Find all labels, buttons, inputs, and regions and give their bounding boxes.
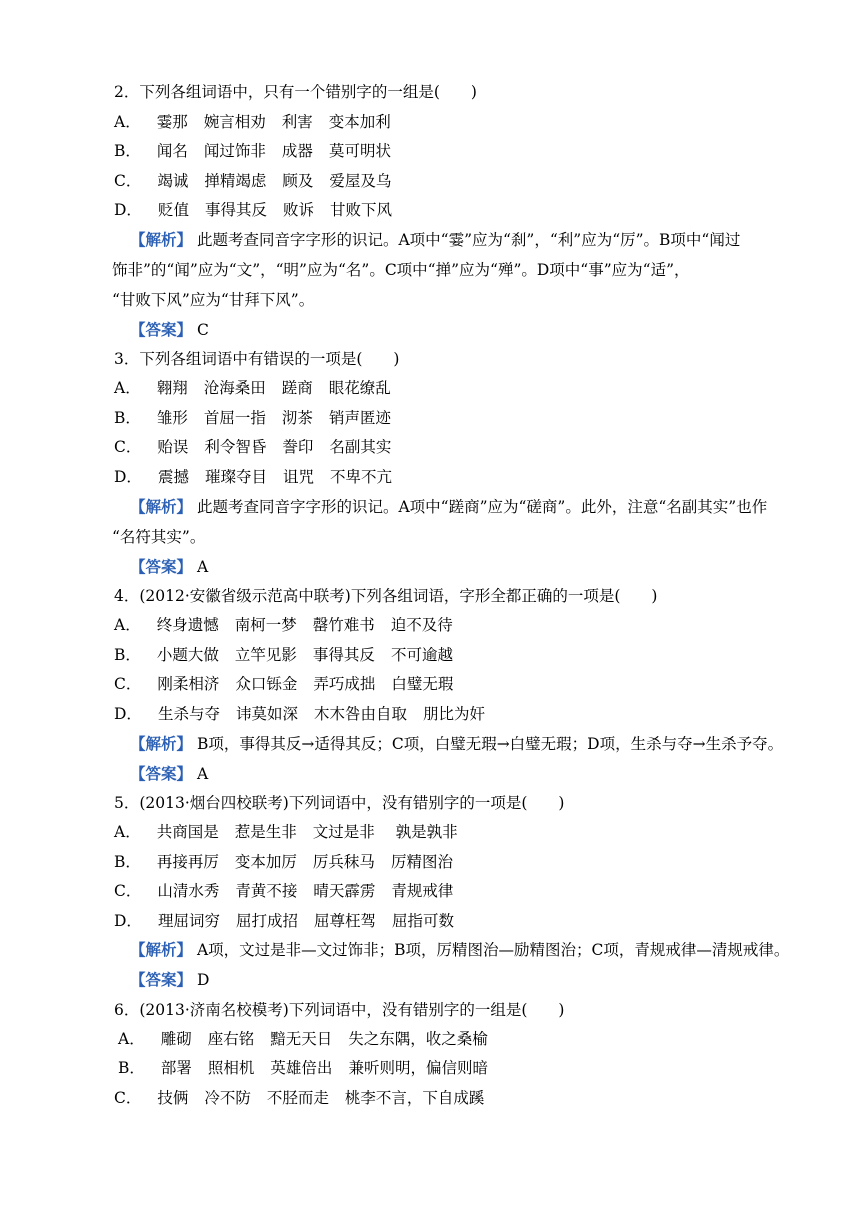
question-2-option-a: A． 霎那 婉言相劝 利害 变本加利 <box>114 113 391 131</box>
question-5-answer: 【答案】 D <box>130 970 210 989</box>
question-4-option-d: D． 生杀与夺 讳莫如深 木木咎由自取 朋比为奸 <box>114 705 485 723</box>
question-2-analysis-line-2: 饰非”的“闻”应为“文”，“明”应为“名”。C项中“掸”应为“殚”。D项中“事”应为“适”， <box>112 261 690 279</box>
question-6-stem: 6．(2013·济南名校模考)下列词语中，没有错别字的一组是( ) <box>114 1001 565 1019</box>
question-3-stem: 3．下列各组词语中有错误的一项是( ) <box>114 350 400 368</box>
analysis-tag: 【解析】 <box>130 230 193 249</box>
question-5-analysis-line-1: 【解析】 A项，文过是非—文过饰非；B项，厉精图治—励精图治；C项，青规戒律—清规戒律。 <box>130 940 790 959</box>
question-4-stem: 4．(2012·安徽省级示范高中联考)下列各组词语，字形全都正确的一项是( ) <box>114 587 658 605</box>
question-5-stem: 5．(2013·烟台四校联考)下列词语中，没有错别字的一项是( ) <box>114 794 565 812</box>
question-4-option-a: A． 终身遗憾 南柯一梦 罄竹难书 迫不及待 <box>114 616 453 634</box>
question-5-option-c: C． 山清水秀 青黄不接 晴天霹雳 青规戒律 <box>114 882 454 900</box>
question-2-stem: 2．下列各组词语中，只有一个错别字的一组是( ) <box>114 83 477 101</box>
question-2-option-d: D． 贬值 事得其反 败诉 甘败下风 <box>114 201 392 219</box>
question-2-option-b: B． 闻名 闻过饰非 成器 莫可明状 <box>114 142 391 160</box>
question-3-option-a: A． 翱翔 沧海桑田 蹉商 眼花缭乱 <box>114 379 391 397</box>
question-3-analysis-line-1: 【解析】 此题考查同音字字形的识记。A项中“蹉商”应为“磋商”。此外，注意“名副其实”也作 <box>130 497 768 516</box>
question-4-option-c: C． 刚柔相济 众口铄金 弄巧成拙 白璧无瑕 <box>114 675 454 693</box>
question-4-analysis-line-1: 【解析】 B项，事得其反→适得其反；C项，白璧无瑕→白璧无瑕；D项，生杀与夺→生杀予夺。 <box>130 734 784 753</box>
answer-tag: 【答案】 <box>130 320 193 339</box>
question-6-option-b: B． 部署 照相机 英雄倍出 兼听则明，偏信则暗 <box>118 1059 488 1077</box>
question-3-option-d: D． 震撼 璀璨夺目 诅咒 不卑不亢 <box>114 468 392 486</box>
question-5-option-d: D． 理屈词穷 屈打成招 屈尊枉驾 屈指可数 <box>114 912 454 930</box>
question-4-option-b: B． 小题大做 立竿见影 事得其反 不可逾越 <box>114 646 453 664</box>
question-5-option-a: A． 共商国是 惹是生非 文过是非 孰是孰非 <box>114 823 458 841</box>
analysis-tag: 【解析】 <box>130 940 193 959</box>
question-2-option-c: C． 竭诚 掸精竭虑 顾及 爱屋及乌 <box>114 172 392 190</box>
question-2-analysis-line-3: “甘败下风”应为“甘拜下风”。 <box>112 291 315 309</box>
question-6-option-c: C． 技俩 冷不防 不胫而走 桃李不言，下自成蹊 <box>114 1089 485 1107</box>
question-5-option-b: B． 再接再厉 变本加厉 厉兵秣马 厉精图治 <box>114 853 453 871</box>
analysis-tag: 【解析】 <box>130 497 193 516</box>
answer-tag: 【答案】 <box>130 970 193 989</box>
question-2-analysis-line-1: 【解析】 此题考查同音字字形的识记。A项中“霎”应为“刹”，“利”应为“厉”。B项中“闻过 <box>130 230 741 249</box>
question-3-option-b: B． 雏形 首屈一指 沏茶 销声匿迹 <box>114 409 391 427</box>
answer-tag: 【答案】 <box>130 764 193 783</box>
question-3-option-c: C． 贻误 利令智昏 誊印 名副其实 <box>114 438 392 456</box>
question-4-answer: 【答案】 A <box>130 764 209 783</box>
answer-tag: 【答案】 <box>130 557 193 576</box>
question-6-option-a: A． 雕砌 座右铭 黯无天日 失之东隅，收之桑榆 <box>118 1030 488 1048</box>
question-3-analysis-line-2: “名符其实”。 <box>112 528 206 546</box>
analysis-tag: 【解析】 <box>130 734 193 753</box>
question-3-answer: 【答案】 A <box>130 557 209 576</box>
question-2-answer: 【答案】 C <box>130 320 209 339</box>
